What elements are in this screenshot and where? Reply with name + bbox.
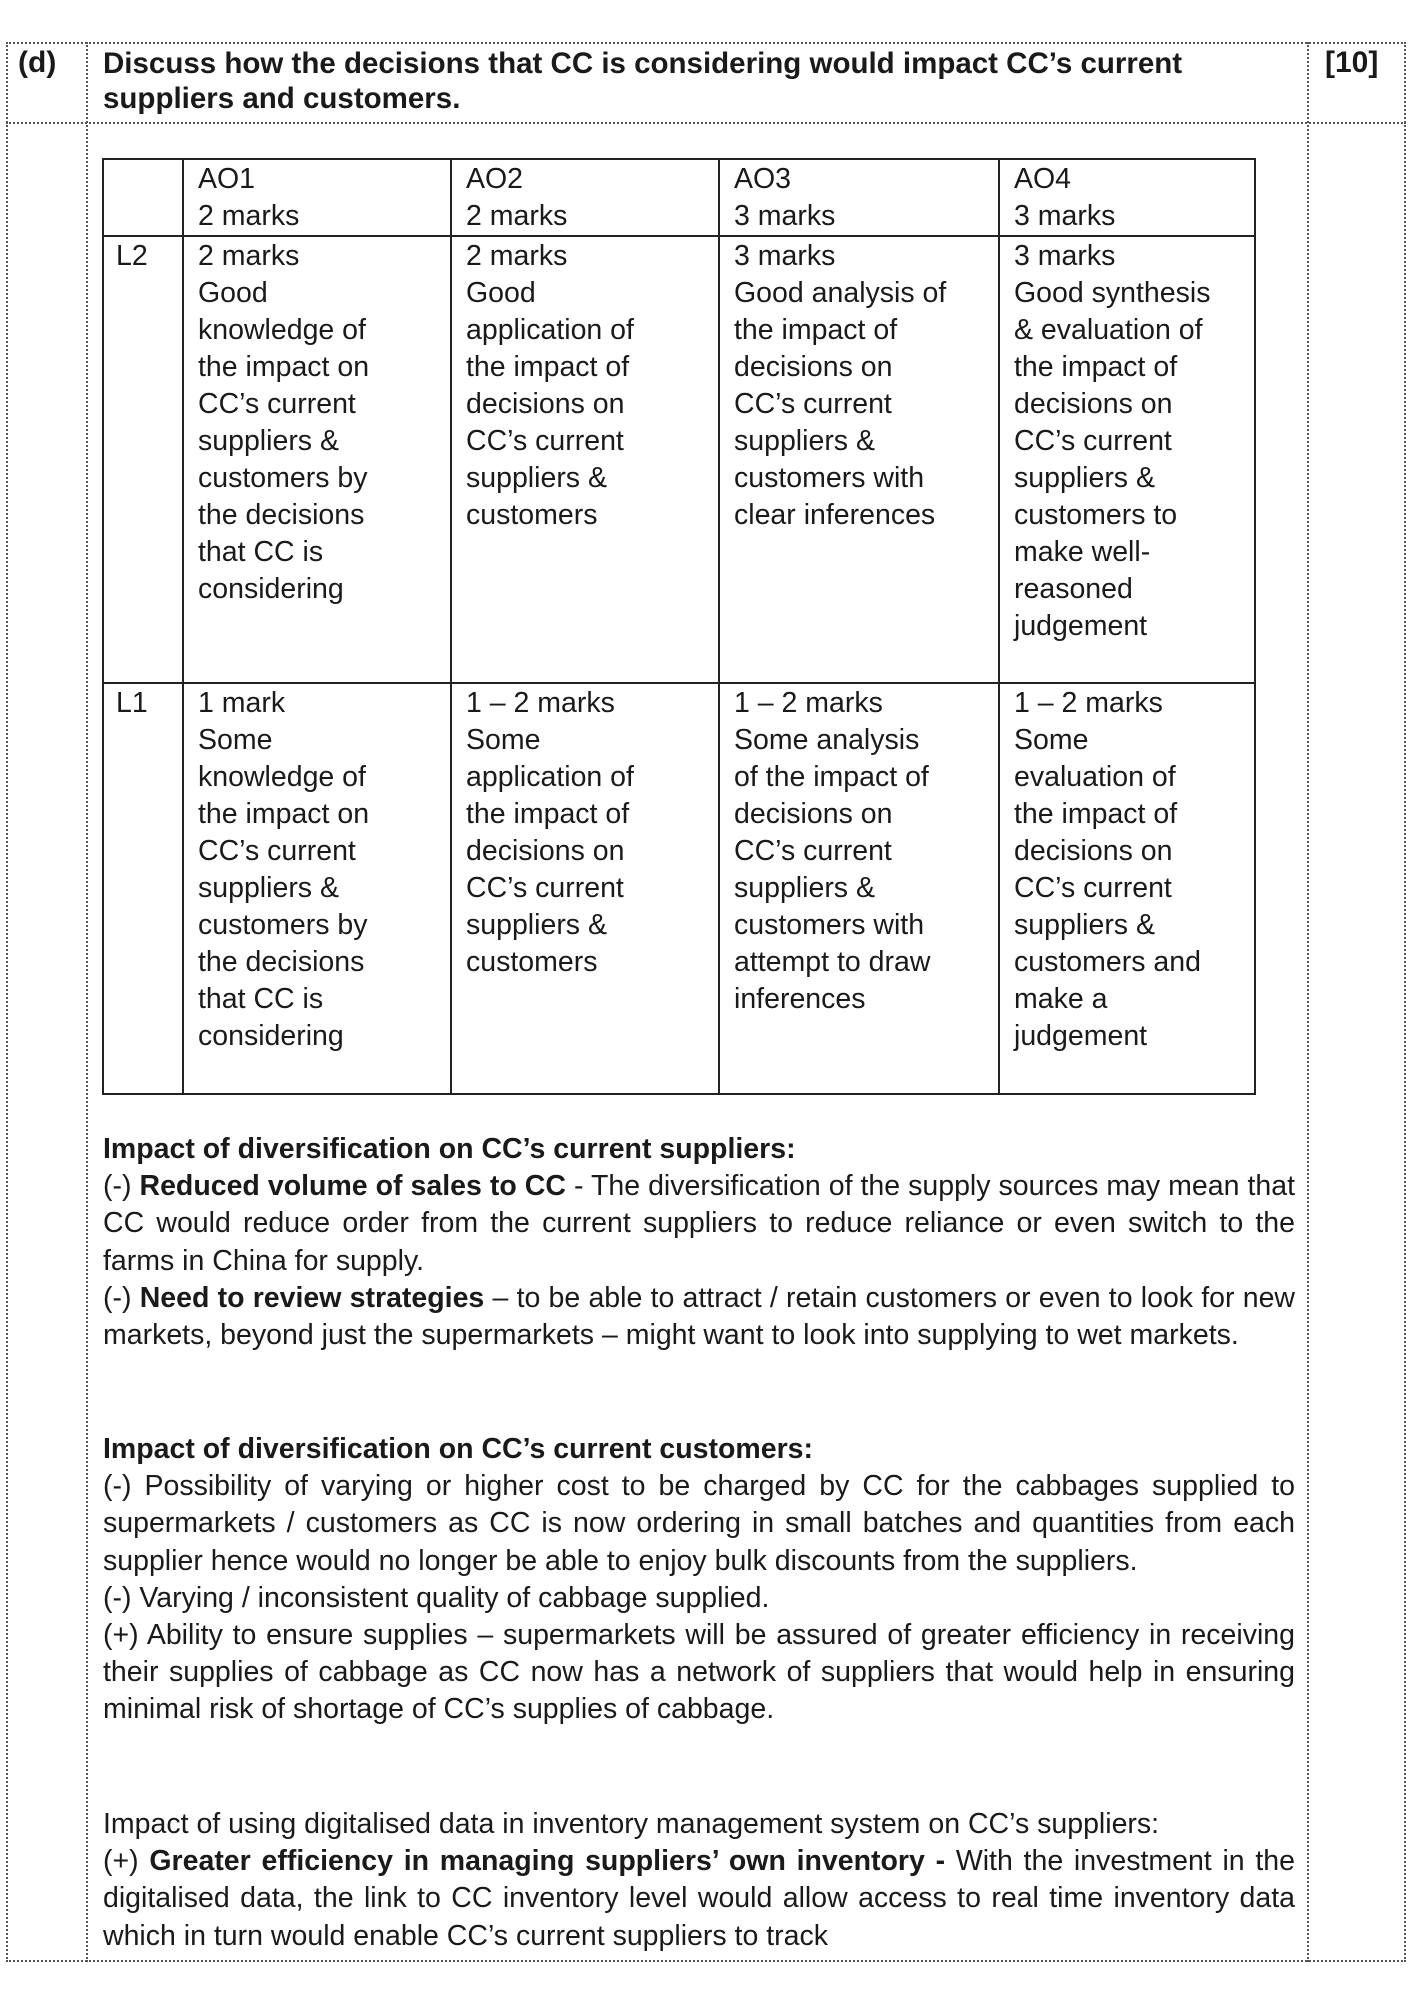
paragraph — [103, 1168, 1295, 1280]
frame-right-border — [1404, 42, 1406, 1962]
cell-text-line: CC’s current — [1014, 425, 1172, 457]
rubric-corner-cell — [103, 159, 183, 236]
rubric-row-l2 — [103, 236, 1255, 683]
frame-header-divider — [6, 122, 1406, 124]
rubric-cell — [719, 683, 999, 1094]
section-heading: Impact of diversification on CC’s current suppliers: — [103, 1133, 796, 1165]
cell-text-line: the impact of — [466, 798, 630, 830]
cell-text-line: the impact of — [1014, 798, 1178, 830]
rubric-level-cell: L1 — [103, 683, 183, 1094]
section-heading: Impact of using digitalised data in inventory management system on CC’s suppliers: — [103, 1808, 1160, 1840]
paragraph: (+) Ability to ensure supplies – supermarkets will be assured of greater efficiency in receiving their supplies of cabbage as CC now has a network of suppliers that would help in ensuring minimal risk of shortage of CC’s supplies of cabbage. — [103, 1619, 1295, 1726]
cell-text-line: considering — [198, 573, 344, 605]
ao-label: AO3 — [734, 163, 792, 195]
cell-marks: 3 marks — [1014, 240, 1116, 272]
cell-marks: 1 mark — [198, 687, 286, 719]
cell-text-line: decisions on — [466, 835, 625, 867]
cell-text-line: Some — [198, 724, 273, 756]
cell-text-line: application of — [466, 761, 634, 793]
rubric-header-ao4 — [999, 159, 1255, 236]
cell-text-line: that CC is — [198, 983, 324, 1015]
cell-text-line: decisions on — [1014, 835, 1173, 867]
cell-text-line: CC’s current — [198, 388, 356, 420]
frame-label-divider — [86, 42, 88, 1962]
point-text: - The diversification of the supply sources may mean that CC would reduce order from the current suppliers to reduce reliance or even switch to the farms in China for supply. — [103, 1170, 1296, 1277]
cell-text-line: judgement — [1014, 610, 1148, 642]
paragraph: (-) Varying / inconsistent quality of cabbage supplied. — [103, 1581, 770, 1614]
cell-text-line: suppliers & — [1014, 462, 1155, 494]
cell-marks: 2 marks — [198, 240, 300, 272]
cell-marks: 1 – 2 marks — [734, 687, 883, 719]
question-label: (d) — [18, 46, 57, 79]
cell-text-line: make well- — [1014, 536, 1151, 568]
cell-text-line: decisions on — [1014, 388, 1173, 420]
ao-marks: 2 marks — [466, 200, 568, 232]
cell-text-line: customers and — [1014, 946, 1201, 978]
rubric-cell — [451, 683, 719, 1094]
point-prefix: (-) — [103, 1170, 140, 1203]
rubric-cell — [183, 236, 451, 683]
rubric-header-ao3 — [719, 159, 999, 236]
cell-text-line: customers with — [734, 909, 925, 941]
point-prefix: (+) — [103, 1845, 150, 1878]
rubric-header-row — [103, 159, 1255, 236]
cell-text-line: suppliers & — [198, 872, 339, 904]
rubric-header-ao2 — [451, 159, 719, 236]
cell-text-line: decisions on — [734, 351, 893, 383]
paragraph — [103, 1843, 1295, 1955]
rubric-cell — [999, 683, 1255, 1094]
cell-text-line: customers by — [198, 462, 368, 494]
cell-text-line: suppliers & — [466, 462, 607, 494]
point-text: – to be able to attract / retain customers or even to look for new markets, beyond just the supermarkets – might want to look into supplying to wet markets. — [103, 1281, 1295, 1352]
cell-text-line: decisions on — [466, 388, 625, 420]
cell-text-line: the impact of — [734, 314, 898, 346]
cell-text-line: inferences — [734, 983, 866, 1015]
cell-text-line: knowledge of — [198, 761, 366, 793]
cell-marks: 2 marks — [466, 240, 568, 272]
rubric-row-l1 — [103, 683, 1255, 1094]
cell-text-line: judgement — [1014, 1020, 1148, 1052]
ao-label: AO1 — [198, 163, 256, 195]
question-text: Discuss how the decisions that CC is considering would impact CC’s current suppliers and customers. — [103, 47, 1183, 116]
cell-text-line: application of — [466, 314, 634, 346]
ao-label: AO2 — [466, 163, 524, 195]
cell-text-line: Some analysis — [734, 724, 920, 756]
cell-text-line: CC’s current — [734, 388, 892, 420]
cell-text-line: of the impact of — [734, 761, 929, 793]
cell-text-line: Some — [466, 724, 541, 756]
cell-text-line: evaluation of — [1014, 761, 1176, 793]
cell-text-line: CC’s current — [466, 872, 624, 904]
cell-text-line: the decisions — [198, 499, 365, 531]
point-title: Need to review strategies — [139, 1281, 485, 1314]
rubric-table — [102, 158, 1256, 1095]
cell-text-line: clear inferences — [734, 499, 936, 531]
cell-text-line: suppliers & — [466, 909, 607, 941]
suppliers-section — [103, 1131, 1295, 1354]
cell-text-line: attempt to draw — [734, 946, 931, 978]
cell-text-line: & evaluation of — [1014, 314, 1203, 346]
cell-text-line: customers — [466, 499, 598, 531]
ao-marks: 3 marks — [734, 200, 836, 232]
point-title: Greater efficiency in managing suppliers’ own inventory - — [149, 1845, 946, 1878]
rubric-level-cell: L2 — [103, 236, 183, 683]
ao-label: AO4 — [1014, 163, 1072, 195]
cell-text-line: Good analysis of — [734, 277, 947, 309]
cell-text-line: the impact of — [1014, 351, 1178, 383]
cell-text-line: Good synthesis — [1014, 277, 1211, 309]
frame-bottom-border — [6, 1960, 1406, 1962]
cell-text-line: CC’s current — [734, 835, 892, 867]
cell-text-line: make a — [1014, 983, 1108, 1015]
ao-marks: 2 marks — [198, 200, 300, 232]
cell-text-line: CC’s current — [198, 835, 356, 867]
cell-text-line: the impact on — [198, 798, 370, 830]
cell-text-line: customers to — [1014, 499, 1178, 531]
point-title: Reduced volume of sales to CC — [139, 1170, 566, 1203]
cell-text-line: considering — [198, 1020, 344, 1052]
cell-text-line: Good — [466, 277, 536, 309]
cell-text-line: customers with — [734, 462, 925, 494]
ao-marks: 3 marks — [1014, 200, 1116, 232]
cell-text-line: suppliers & — [1014, 909, 1155, 941]
point-text: With the investment in the digitalised data, the link to CC inventory level would allow access to real time inventory data which in turn would enable CC’s current suppliers to track — [103, 1845, 1295, 1952]
cell-text-line: suppliers & — [734, 425, 875, 457]
cell-marks: 1 – 2 marks — [466, 687, 615, 719]
rubric-cell — [451, 236, 719, 683]
section-heading: Impact of diversification on CC’s current customers: — [103, 1433, 814, 1465]
cell-text-line: reasoned — [1014, 573, 1133, 605]
rubric-header-ao1 — [183, 159, 451, 236]
cell-marks: 1 – 2 marks — [1014, 687, 1163, 719]
cell-text-line: the impact on — [198, 351, 370, 383]
frame-marks-divider — [1307, 42, 1309, 1962]
cell-marks: 3 marks — [734, 240, 836, 272]
digital-section — [103, 1806, 1295, 1955]
frame-left-border — [6, 42, 8, 1962]
rubric-cell — [999, 236, 1255, 683]
rubric-cell — [719, 236, 999, 683]
rubric-cell — [183, 683, 451, 1094]
customers-section — [103, 1431, 1295, 1729]
cell-text-line: suppliers & — [198, 425, 339, 457]
cell-text-line: Some — [1014, 724, 1089, 756]
cell-text-line: knowledge of — [198, 314, 366, 346]
cell-text-line: that CC is — [198, 536, 324, 568]
cell-text-line: the impact of — [466, 351, 630, 383]
cell-text-line: decisions on — [734, 798, 893, 830]
cell-text-line: CC’s current — [466, 425, 624, 457]
cell-text-line: Good — [198, 277, 268, 309]
point-prefix: (-) — [103, 1281, 140, 1314]
cell-text-line: customers by — [198, 909, 368, 941]
cell-text-line: CC’s current — [1014, 872, 1172, 904]
paragraph: (-) Possibility of varying or higher cost to be charged by CC for the cabbages supplied to supermarkets / customers as CC is now ordering in small batches and quantities from each supplier hence would no longer be able to enjoy bulk discounts from the suppliers. — [103, 1470, 1295, 1577]
cell-text-line: suppliers & — [734, 872, 875, 904]
paragraph — [103, 1280, 1295, 1354]
cell-text-line: customers — [466, 946, 598, 978]
question-marks: [10] — [1325, 46, 1379, 79]
frame-top-border — [6, 42, 1406, 44]
cell-text-line: the decisions — [198, 946, 365, 978]
